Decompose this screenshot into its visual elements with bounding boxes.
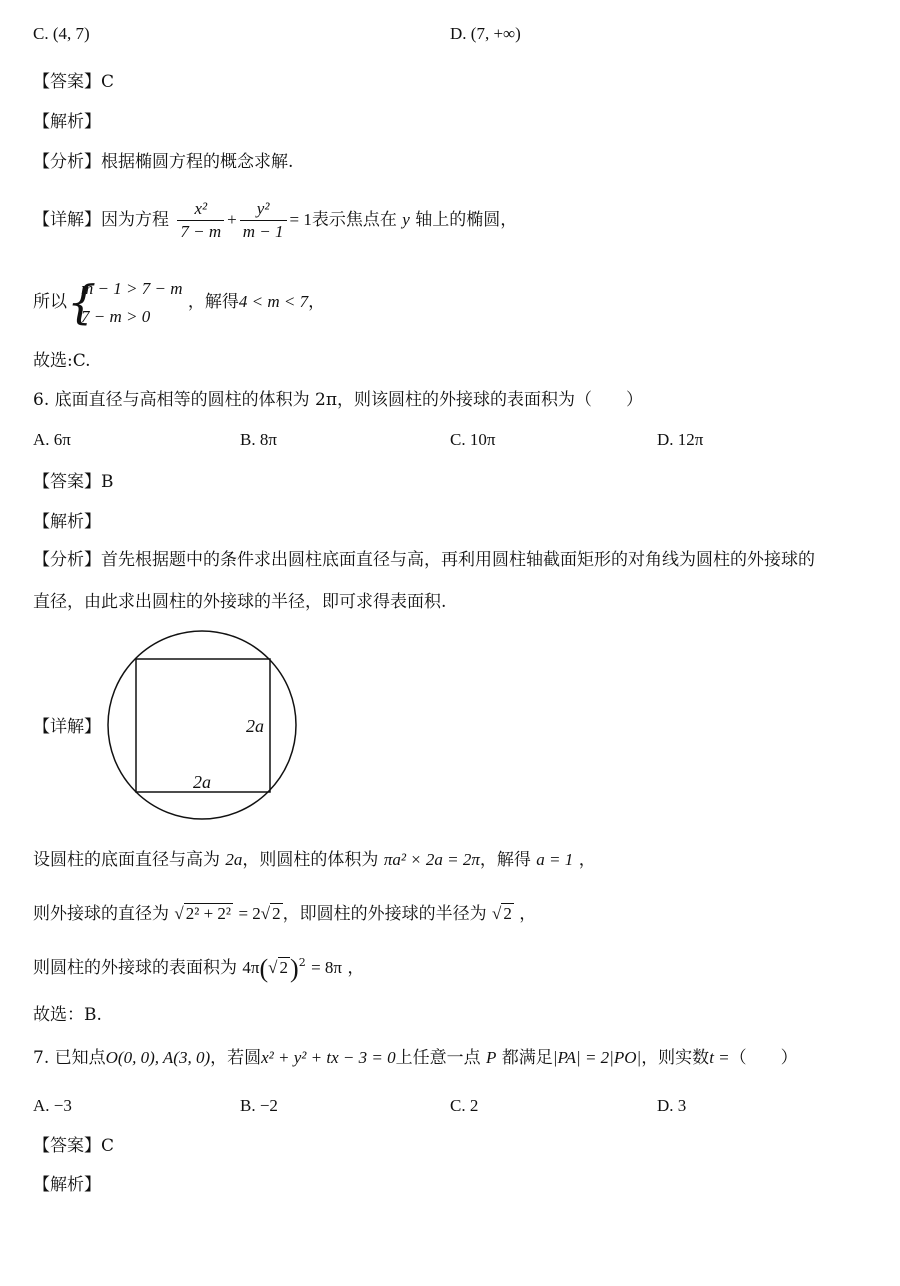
sqrt-1: √ 2² + 2²	[174, 904, 232, 923]
q7-points: O(0, 0), A(3, 0)	[105, 1048, 211, 1067]
q6-analysis-2: 直径，由此求出圆柱的外接球的半径，即可求得表面积.	[33, 592, 447, 612]
q6-analysis-1: 【分析】首先根据题中的条件求出圆柱底面直径与高，再利用圆柱轴截面矩形的对角线为圆柱的外接球的	[33, 550, 815, 570]
question-7	[33, 1046, 798, 1070]
sqrt-1-rad: 2² + 2²	[185, 904, 232, 923]
q6-option-d: D. 12π	[657, 430, 704, 449]
solve-text: ，解得	[187, 292, 239, 312]
q6-jiexi: 【解析】	[33, 512, 101, 532]
system-row-2: 7 − m > 0	[81, 306, 151, 326]
s1-a: 2a	[225, 850, 243, 869]
s1-eq: πa² × 2a = 2π	[383, 850, 480, 869]
step-1	[33, 848, 596, 872]
plus-sign: +	[227, 210, 237, 229]
q7-circle-eq: x² + y² + tx − 3 = 0	[261, 1048, 396, 1067]
frac-den: 7 − m	[180, 222, 222, 241]
q7-option-a: A. −3	[33, 1096, 72, 1115]
s2-mid: ，即圆柱的外接球的半径为	[282, 904, 487, 924]
detail-line	[33, 196, 517, 244]
q7-jiexi: 【解析】	[33, 1175, 101, 1195]
frac-num: y²	[240, 198, 287, 221]
s3-pre: 则圆柱的外接球的表面积为	[33, 958, 237, 978]
inequality-system: { m − 1 > 7 − m 7 − m > 0	[67, 274, 183, 329]
answer-label: 【答案】C	[33, 72, 115, 92]
s2-pre: 则外接球的直径为	[33, 904, 169, 924]
detail-pre: 因为方程	[101, 210, 169, 230]
q7-pre: 7. 已知点	[33, 1048, 106, 1068]
s3-res: = 8π	[311, 958, 343, 977]
question-6: 6. 底面直径与高相等的圆柱的体积为 2π，则该圆柱的外接球的表面积为（ ）	[33, 390, 644, 410]
q7-mid3: 都满足	[501, 1048, 553, 1068]
fraction-y	[240, 198, 287, 243]
sqrt-2: √ 2	[260, 904, 281, 923]
system-line	[33, 272, 325, 332]
q6-option-c: C. 10π	[450, 430, 496, 449]
range-result: 4 < m < 7	[238, 292, 309, 311]
y-variable: y	[402, 210, 410, 229]
q7-p: P	[485, 1048, 497, 1067]
s3-end: ，	[347, 958, 365, 978]
q6-option-a: A. 6π	[33, 430, 71, 449]
detail-post2: 轴上的椭圆，	[415, 210, 518, 230]
q7-paren: （ ）	[729, 1048, 798, 1068]
s3-coef: 4π	[242, 958, 260, 977]
q6-answer: 【答案】B	[33, 472, 114, 492]
step-3: 则圆柱的外接球的表面积为 4π(√ 2)$^2$ = 8π ，	[33, 954, 365, 983]
q6-choose: 故选：B.	[33, 1005, 102, 1025]
frac-num: x²	[177, 198, 224, 221]
q6-option-b: B. 8π	[240, 430, 277, 449]
q7-option-d: D. 3	[657, 1096, 687, 1115]
s2-end: ，	[519, 904, 537, 924]
fraction-x	[177, 198, 224, 243]
detail-label: 【详解】	[33, 210, 101, 230]
sqrt-2-rad: 2	[272, 904, 281, 923]
detail-post: 表示焦点在	[311, 210, 397, 230]
circle-square-figure	[105, 628, 305, 828]
q7-end: ，则实数	[641, 1048, 710, 1068]
sqrt-3-rad: 2	[503, 904, 512, 923]
q7-option-b: B. −2	[240, 1096, 278, 1115]
q7-mid2: 上任意一点	[395, 1048, 481, 1068]
label-height: 2a	[246, 716, 264, 736]
choose-text: 故选:C.	[33, 351, 91, 371]
sqrt-3: √ 2	[492, 904, 512, 923]
q7-option-c: C. 2	[450, 1096, 479, 1115]
comma: ，	[308, 292, 326, 312]
jiexi-label: 【解析】	[33, 112, 101, 132]
q7-cond: |PA| = 2|PO|	[552, 1048, 642, 1067]
s1-pre: 设圆柱的底面直径与高为	[33, 850, 220, 870]
s1-solve: ，解得	[479, 850, 531, 870]
q7-answer: 【答案】C	[33, 1136, 115, 1156]
q7-t: t =	[709, 1048, 730, 1067]
sqrt-4-rad: 2	[279, 958, 289, 977]
frac-den: m − 1	[242, 222, 284, 241]
equals-one: = 1	[289, 210, 312, 229]
label-width: 2a	[193, 772, 211, 792]
analysis-text: 【分析】根据椭圆方程的概念求解.	[33, 152, 294, 172]
step-2	[33, 902, 536, 926]
sqrt-4: √ 2	[268, 958, 289, 977]
option-d: D. (7, +∞)	[450, 24, 521, 43]
s1-res: a = 1	[536, 850, 574, 869]
q7-mid: ，若圆	[210, 1048, 262, 1068]
s2-eq: = 2	[238, 904, 261, 923]
system-row-1: m − 1 > 7 − m	[81, 278, 183, 298]
suoyi-text: 所以	[33, 292, 67, 312]
q6-detail-label: 【详解】	[33, 717, 101, 737]
s1-mid: ，则圆柱的体积为	[242, 850, 379, 870]
option-c: C. (4, 7)	[33, 24, 90, 43]
s1-end: ，	[578, 850, 596, 870]
